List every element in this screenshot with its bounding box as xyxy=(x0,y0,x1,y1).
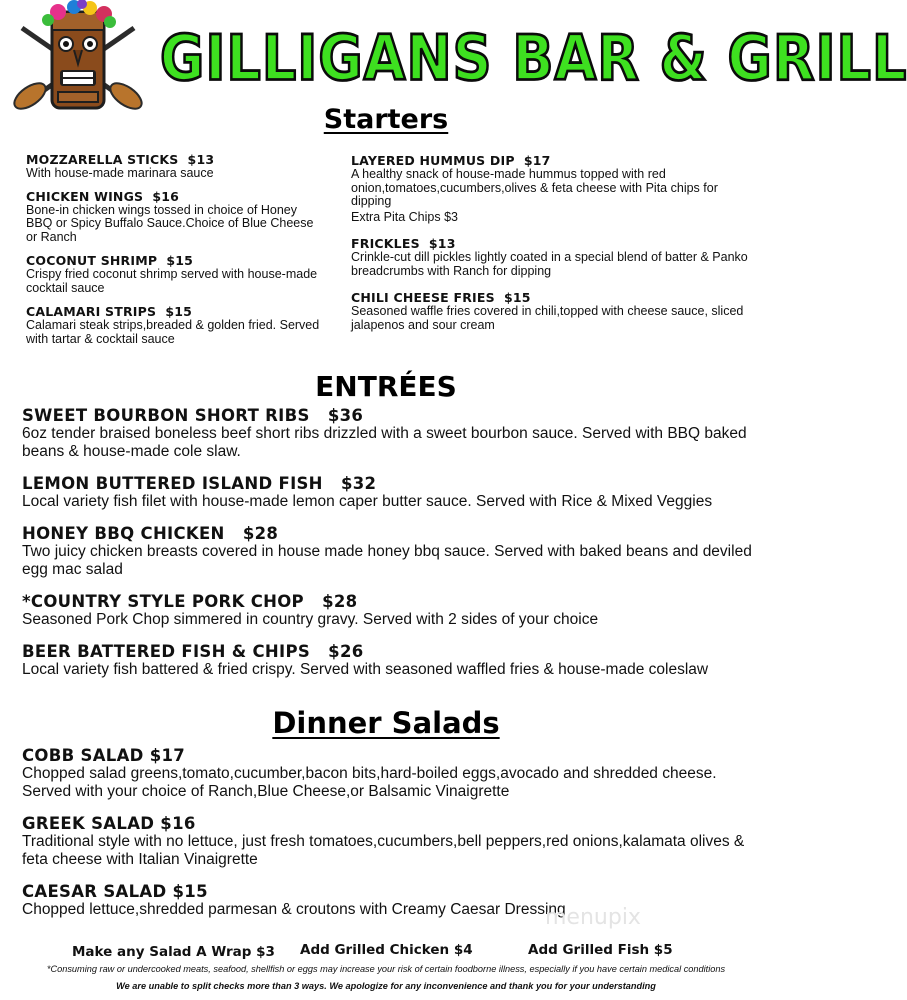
watermark: menupix xyxy=(545,905,641,930)
starter-name: FRICKLES xyxy=(351,236,420,251)
starter-name: MOZZARELLA STICKS xyxy=(26,152,179,167)
starter-name: CHILI CHEESE FRIES xyxy=(351,290,495,305)
entree-price: $28 xyxy=(322,592,358,611)
starter-name: LAYERED HUMMUS DIP xyxy=(351,153,515,168)
entree-desc: Seasoned Pork Chop simmered in country gravy. Served with 2 sides of your choice xyxy=(22,611,599,628)
entree-item xyxy=(22,524,760,579)
starters-right-column xyxy=(351,153,751,332)
starter-price: $15 xyxy=(503,290,531,305)
starter-price: $17 xyxy=(523,153,551,168)
salad-wrap-addon: Make any Salad A Wrap $3 xyxy=(72,944,275,960)
starter-item xyxy=(26,189,326,245)
entree-desc: 6oz tender braised boneless beef short ribs drizzled with a sweet bourbon sauce. Served with BBQ baked beans & house-made cole slaw. xyxy=(22,425,747,460)
salad-item xyxy=(22,746,767,801)
entree-name: SWEET BOURBON SHORT RIBS xyxy=(22,406,310,425)
starter-item xyxy=(26,253,326,295)
entree-price: $32 xyxy=(340,474,377,493)
starter-desc: Bone-in chicken wings tossed in choice of Honey BBQ or Spicy Buffalo Sauce.Choice of Blue Cheese or Ranch xyxy=(26,202,314,244)
starter-price: $13 xyxy=(428,236,456,251)
starter-desc: Calamari steak strips,breaded & golden fried. Served with tartar & cocktail sauce xyxy=(26,318,320,346)
entrees-list xyxy=(22,406,760,679)
entree-item xyxy=(22,642,760,679)
starter-desc: A healthy snack of house-made hummus topped with red onion,tomatoes,cucumbers,olives & feta cheese with Pita chips for dipping xyxy=(351,167,718,208)
starter-item xyxy=(351,236,751,278)
starter-desc: Seasoned waffle fries covered in chili,topped with cheese sauce, sliced jalapenos and sour cream xyxy=(351,304,744,332)
starter-name: CALAMARI STRIPS xyxy=(26,304,157,319)
salad-desc: Chopped lettuce,shredded parmesan & croutons with Creamy Caesar Dressing xyxy=(22,901,566,918)
starter-item xyxy=(351,153,751,224)
starters-left-column xyxy=(26,152,326,346)
starter-desc: Crinkle-cut dill pickles lightly coated in a special blend of batter & Panko breadcrumbs with Ranch for dipping xyxy=(351,250,748,278)
food-safety-warning: *Consuming raw or undercooked meats, seafood, shellfish or eggs may increase your risk of certain foodborne illness, especially if you have certain medical conditions xyxy=(46,964,726,974)
salads-heading: Dinner Salads xyxy=(272,706,500,740)
starter-name: COCONUT SHRIMP xyxy=(26,253,158,268)
starter-extra: Extra Pita Chips $3 xyxy=(351,209,458,224)
split-check-notice: We are unable to split checks more than 3 ways. We apologize for any inconvenience and thank you for your understanding xyxy=(116,981,656,991)
grilled-fish-addon: Add Grilled Fish $5 xyxy=(528,942,673,958)
tiki-mask-logo xyxy=(8,0,148,118)
salad-item xyxy=(22,882,767,919)
entree-name: HONEY BBQ CHICKEN xyxy=(22,524,225,543)
entree-desc: Two juicy chicken breasts covered in house made honey bbq sauce. Served with baked beans and deviled egg mac salad xyxy=(22,543,752,578)
salad-name: CAESAR SALAD $15 xyxy=(22,882,208,901)
starter-item xyxy=(26,304,326,346)
entree-name: BEER BATTERED FISH & CHIPS xyxy=(22,642,311,661)
entree-price: $26 xyxy=(328,642,364,661)
entree-item xyxy=(22,592,760,629)
entree-item xyxy=(22,406,760,461)
entree-price: $36 xyxy=(327,406,364,425)
entree-name: *COUNTRY STYLE PORK CHOP xyxy=(22,592,304,611)
entree-price: $28 xyxy=(242,524,279,543)
salads-list xyxy=(22,746,767,919)
salad-name: GREEK SALAD $16 xyxy=(22,814,196,833)
salad-desc: Traditional style with no lettuce, just fresh tomatoes,cucumbers,bell peppers,red onions,kalamata olives & feta cheese with Italian Vinaigrette xyxy=(22,833,745,868)
starter-name: CHICKEN WINGS xyxy=(26,188,144,204)
entree-desc: Local variety fish filet with house-made lemon caper butter sauce. Served with Rice & Mixed Veggies xyxy=(22,493,713,510)
entree-item xyxy=(22,474,760,511)
starter-price: $15 xyxy=(165,304,193,319)
restaurant-title: GILLIGANS BAR & GRILL xyxy=(160,22,907,95)
salad-name: COBB SALAD $17 xyxy=(22,746,186,765)
starter-item xyxy=(351,290,751,332)
salad-item xyxy=(22,814,767,869)
entrees-heading: ENTRÉES xyxy=(315,370,457,403)
entree-desc: Local variety fish battered & fried crispy. Served with seasoned waffled fries & house-made coleslaw xyxy=(22,661,709,678)
starter-price: $13 xyxy=(187,152,215,167)
entree-name: LEMON BUTTERED ISLAND FISH xyxy=(22,474,323,493)
starter-desc: Crispy fried coconut shrimp served with house-made cocktail sauce xyxy=(26,267,318,295)
starter-price: $16 xyxy=(152,188,180,204)
starters-heading: Starters xyxy=(323,104,449,135)
grilled-chicken-addon: Add Grilled Chicken $4 xyxy=(300,942,473,958)
starter-desc: With house-made marinara sauce xyxy=(26,166,214,180)
starter-price: $15 xyxy=(166,253,194,268)
starter-item xyxy=(26,152,326,181)
salad-desc: Chopped salad greens,tomato,cucumber,bacon bits,hard-boiled eggs,avocado and shredded cheese. Served with your choice of Ranch,Blue Cheese,or Balsamic Vinaigrette xyxy=(22,765,717,800)
